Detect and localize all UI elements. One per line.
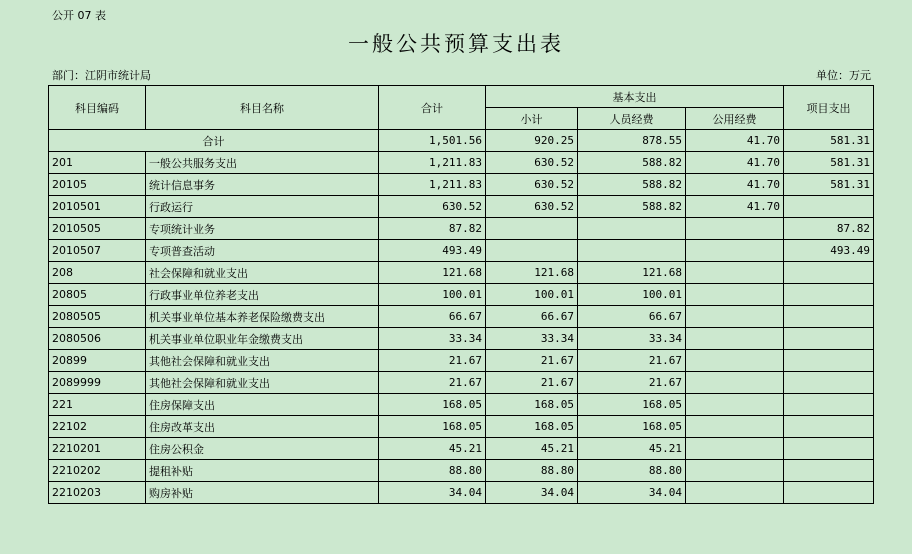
cell-personnel: 45.21	[578, 438, 686, 460]
cell-subtotal: 630.52	[486, 152, 578, 174]
total-label: 合计	[49, 130, 379, 152]
cell-public	[686, 284, 784, 306]
cell-project	[784, 394, 874, 416]
total-total: 1,501.56	[379, 130, 486, 152]
header-subtotal: 小计	[486, 108, 578, 130]
department-label: 部门：江阴市统计局	[52, 69, 151, 82]
cell-subtotal: 21.67	[486, 372, 578, 394]
cell-total: 1,211.83	[379, 152, 486, 174]
table-row	[49, 416, 874, 438]
cell-total: 88.80	[379, 460, 486, 482]
total-project: 581.31	[784, 130, 874, 152]
cell-name: 行政运行	[146, 196, 379, 218]
table-row	[49, 262, 874, 284]
cell-name: 其他社会保障和就业支出	[146, 372, 379, 394]
cell-subtotal: 630.52	[486, 174, 578, 196]
cell-public	[686, 240, 784, 262]
cell-personnel	[578, 240, 686, 262]
cell-subtotal: 21.67	[486, 350, 578, 372]
cell-code: 2089999	[49, 372, 146, 394]
page-title: 一般公共预算支出表	[348, 32, 564, 56]
unit-label: 单位：万元	[816, 69, 871, 82]
cell-project: 581.31	[784, 174, 874, 196]
cell-code: 2210201	[49, 438, 146, 460]
cell-name: 一般公共服务支出	[146, 152, 379, 174]
cell-code: 20899	[49, 350, 146, 372]
cell-subtotal: 168.05	[486, 416, 578, 438]
cell-total: 100.01	[379, 284, 486, 306]
table-row	[49, 328, 874, 350]
total-personnel: 878.55	[578, 130, 686, 152]
table-row	[49, 394, 874, 416]
cell-total: 87.82	[379, 218, 486, 240]
cell-project	[784, 328, 874, 350]
cell-name: 提租补贴	[146, 460, 379, 482]
cell-public	[686, 438, 784, 460]
cell-total: 168.05	[379, 394, 486, 416]
cell-personnel: 66.67	[578, 306, 686, 328]
cell-personnel: 21.67	[578, 350, 686, 372]
table-row	[49, 306, 874, 328]
cell-project	[784, 460, 874, 482]
cell-public	[686, 262, 784, 284]
table-row	[49, 196, 874, 218]
cell-total: 21.67	[379, 350, 486, 372]
cell-public	[686, 350, 784, 372]
cell-subtotal: 66.67	[486, 306, 578, 328]
total-subtotal: 920.25	[486, 130, 578, 152]
cell-name: 社会保障和就业支出	[146, 262, 379, 284]
cell-subtotal: 88.80	[486, 460, 578, 482]
cell-total: 493.49	[379, 240, 486, 262]
header-total: 合计	[379, 86, 486, 130]
cell-public	[686, 306, 784, 328]
cell-project	[784, 196, 874, 218]
cell-project: 87.82	[784, 218, 874, 240]
cell-personnel: 21.67	[578, 372, 686, 394]
cell-total: 1,211.83	[379, 174, 486, 196]
cell-public	[686, 416, 784, 438]
cell-personnel: 121.68	[578, 262, 686, 284]
total-public: 41.70	[686, 130, 784, 152]
header-personnel: 人员经费	[578, 108, 686, 130]
cell-public: 41.70	[686, 174, 784, 196]
cell-personnel: 588.82	[578, 174, 686, 196]
cell-name: 专项统计业务	[146, 218, 379, 240]
cell-public	[686, 394, 784, 416]
header-project: 项目支出	[784, 86, 874, 130]
cell-name: 住房公积金	[146, 438, 379, 460]
cell-total: 21.67	[379, 372, 486, 394]
table-row	[49, 174, 874, 196]
cell-subtotal: 630.52	[486, 196, 578, 218]
cell-public	[686, 482, 784, 504]
cell-personnel: 168.05	[578, 416, 686, 438]
cell-code: 208	[49, 262, 146, 284]
table-row	[49, 284, 874, 306]
header-code: 科目编码	[49, 86, 146, 130]
cell-total: 66.67	[379, 306, 486, 328]
cell-public	[686, 218, 784, 240]
cell-name: 其他社会保障和就业支出	[146, 350, 379, 372]
cell-name: 住房保障支出	[146, 394, 379, 416]
cell-subtotal: 121.68	[486, 262, 578, 284]
cell-project	[784, 416, 874, 438]
cell-code: 2010501	[49, 196, 146, 218]
table-row	[49, 482, 874, 504]
cell-total: 121.68	[379, 262, 486, 284]
cell-code: 221	[49, 394, 146, 416]
cell-code: 201	[49, 152, 146, 174]
cell-name: 机关事业单位职业年金缴费支出	[146, 328, 379, 350]
cell-personnel: 100.01	[578, 284, 686, 306]
cell-project: 581.31	[784, 152, 874, 174]
cell-code: 20105	[49, 174, 146, 196]
table-row	[49, 350, 874, 372]
cell-subtotal	[486, 240, 578, 262]
header-public: 公用经费	[686, 108, 784, 130]
cell-code: 22102	[49, 416, 146, 438]
cell-public: 41.70	[686, 152, 784, 174]
cell-total: 34.04	[379, 482, 486, 504]
cell-total: 630.52	[379, 196, 486, 218]
cell-personnel: 588.82	[578, 196, 686, 218]
cell-personnel: 34.04	[578, 482, 686, 504]
cell-project	[784, 350, 874, 372]
cell-public	[686, 460, 784, 482]
cell-name: 住房改革支出	[146, 416, 379, 438]
cell-subtotal: 34.04	[486, 482, 578, 504]
cell-personnel: 588.82	[578, 152, 686, 174]
cell-code: 2210202	[49, 460, 146, 482]
cell-project	[784, 284, 874, 306]
cell-project: 493.49	[784, 240, 874, 262]
cell-public	[686, 328, 784, 350]
cell-code: 20805	[49, 284, 146, 306]
header-basic: 基本支出	[486, 86, 784, 108]
cell-project	[784, 438, 874, 460]
header-name: 科目名称	[146, 86, 379, 130]
cell-subtotal: 33.34	[486, 328, 578, 350]
cell-personnel: 88.80	[578, 460, 686, 482]
table-code: 公开 07 表	[52, 9, 106, 22]
expenditure-table	[48, 85, 874, 504]
cell-project	[784, 372, 874, 394]
cell-personnel: 168.05	[578, 394, 686, 416]
total-row	[49, 130, 874, 152]
cell-code: 2010505	[49, 218, 146, 240]
cell-project	[784, 262, 874, 284]
cell-name: 行政事业单位养老支出	[146, 284, 379, 306]
cell-personnel	[578, 218, 686, 240]
cell-personnel: 33.34	[578, 328, 686, 350]
cell-code: 2080506	[49, 328, 146, 350]
cell-public: 41.70	[686, 196, 784, 218]
cell-total: 33.34	[379, 328, 486, 350]
table-row	[49, 372, 874, 394]
cell-name: 机关事业单位基本养老保险缴费支出	[146, 306, 379, 328]
cell-subtotal: 168.05	[486, 394, 578, 416]
table-row	[49, 438, 874, 460]
table-row	[49, 218, 874, 240]
cell-name: 专项普查活动	[146, 240, 379, 262]
cell-name: 购房补贴	[146, 482, 379, 504]
cell-code: 2010507	[49, 240, 146, 262]
cell-subtotal: 45.21	[486, 438, 578, 460]
cell-code: 2080505	[49, 306, 146, 328]
table-row	[49, 240, 874, 262]
cell-name: 统计信息事务	[146, 174, 379, 196]
cell-total: 45.21	[379, 438, 486, 460]
cell-total: 168.05	[379, 416, 486, 438]
cell-public	[686, 372, 784, 394]
cell-subtotal	[486, 218, 578, 240]
table-row	[49, 152, 874, 174]
table-row	[49, 460, 874, 482]
cell-subtotal: 100.01	[486, 284, 578, 306]
cell-project	[784, 482, 874, 504]
cell-project	[784, 306, 874, 328]
cell-code: 2210203	[49, 482, 146, 504]
